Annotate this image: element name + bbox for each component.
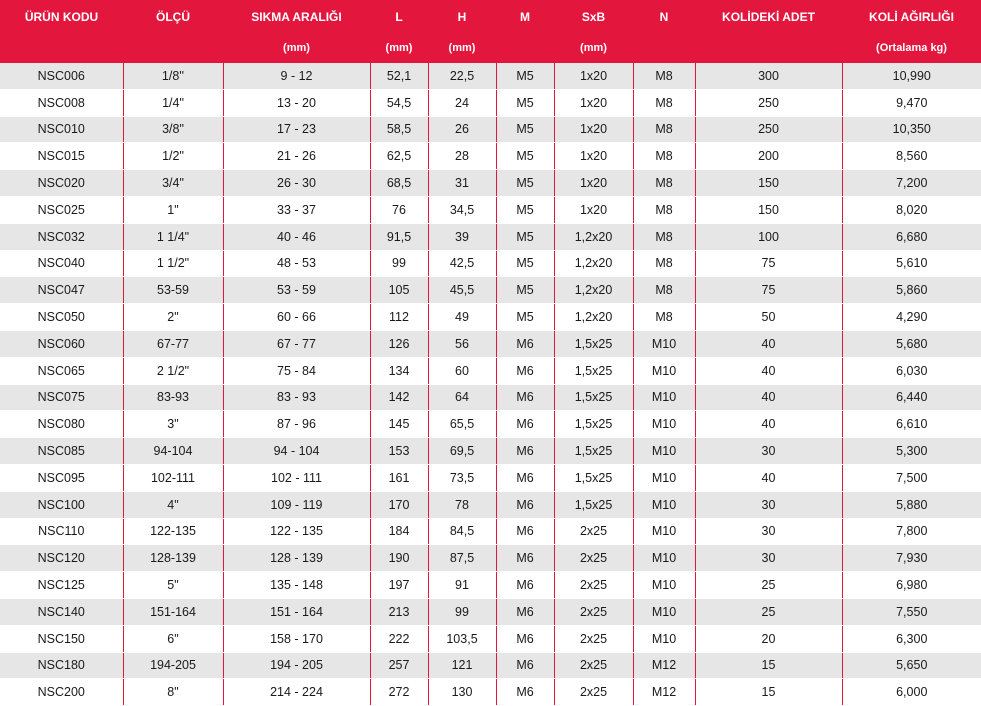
cell-urun-kodu: NSC015 (0, 143, 123, 170)
cell-koli-agirligi: 4,290 (842, 304, 981, 331)
cell-koli-agirligi: 7,500 (842, 464, 981, 491)
cell-sikma-araligi: 21 - 26 (223, 143, 370, 170)
cell-n: M10 (633, 357, 695, 384)
cell-n: M10 (633, 438, 695, 465)
unit-kolideki-adet (695, 33, 842, 63)
cell-h: 49 (428, 304, 496, 331)
cell-sxb: 2x25 (554, 625, 633, 652)
cell-l: 197 (370, 572, 428, 599)
cell-h: 39 (428, 223, 496, 250)
cell-kolideki-adet: 15 (695, 679, 842, 706)
cell-l: 222 (370, 625, 428, 652)
cell-sikma-araligi: 67 - 77 (223, 330, 370, 357)
cell-sikma-araligi: 9 - 12 (223, 63, 370, 89)
cell-koli-agirligi: 7,200 (842, 170, 981, 197)
cell-kolideki-adet: 75 (695, 250, 842, 277)
cell-m: M6 (496, 491, 554, 518)
cell-koli-agirligi: 5,680 (842, 330, 981, 357)
cell-h: 84,5 (428, 518, 496, 545)
cell-l: 145 (370, 411, 428, 438)
cell-sikma-araligi: 109 - 119 (223, 491, 370, 518)
cell-koli-agirligi: 9,470 (842, 89, 981, 116)
cell-olcu: 53-59 (123, 277, 223, 304)
cell-sxb: 1,2x20 (554, 223, 633, 250)
cell-sxb: 1,5x25 (554, 384, 633, 411)
cell-m: M5 (496, 170, 554, 197)
cell-m: M6 (496, 464, 554, 491)
cell-m: M6 (496, 330, 554, 357)
cell-h: 73,5 (428, 464, 496, 491)
cell-urun-kodu: NSC047 (0, 277, 123, 304)
cell-sxb: 1x20 (554, 89, 633, 116)
col-header-m: M (496, 0, 554, 33)
cell-urun-kodu: NSC025 (0, 196, 123, 223)
cell-m: M6 (496, 518, 554, 545)
cell-sikma-araligi: 53 - 59 (223, 277, 370, 304)
cell-l: 112 (370, 304, 428, 331)
cell-koli-agirligi: 6,980 (842, 572, 981, 599)
table-row (0, 518, 981, 545)
unit-l: (mm) (370, 33, 428, 63)
cell-n: M10 (633, 572, 695, 599)
cell-urun-kodu: NSC150 (0, 625, 123, 652)
cell-l: 272 (370, 679, 428, 706)
cell-urun-kodu: NSC125 (0, 572, 123, 599)
cell-kolideki-adet: 40 (695, 357, 842, 384)
cell-kolideki-adet: 300 (695, 63, 842, 89)
cell-h: 28 (428, 143, 496, 170)
header-row (0, 0, 981, 33)
table-row (0, 63, 981, 89)
cell-h: 42,5 (428, 250, 496, 277)
cell-sxb: 2x25 (554, 652, 633, 679)
cell-l: 91,5 (370, 223, 428, 250)
cell-n: M8 (633, 170, 695, 197)
cell-olcu: 4" (123, 491, 223, 518)
cell-kolideki-adet: 40 (695, 411, 842, 438)
table-row (0, 464, 981, 491)
table-row (0, 679, 981, 706)
cell-kolideki-adet: 150 (695, 170, 842, 197)
cell-l: 257 (370, 652, 428, 679)
cell-sxb: 1,5x25 (554, 411, 633, 438)
cell-olcu: 1" (123, 196, 223, 223)
cell-h: 34,5 (428, 196, 496, 223)
cell-n: M10 (633, 384, 695, 411)
cell-sikma-araligi: 26 - 30 (223, 170, 370, 197)
cell-m: M5 (496, 143, 554, 170)
col-header-n: N (633, 0, 695, 33)
cell-sikma-araligi: 17 - 23 (223, 116, 370, 143)
cell-kolideki-adet: 30 (695, 545, 842, 572)
cell-l: 62,5 (370, 143, 428, 170)
cell-l: 52,1 (370, 63, 428, 89)
cell-l: 184 (370, 518, 428, 545)
table-row (0, 196, 981, 223)
cell-sxb: 2x25 (554, 518, 633, 545)
cell-m: M6 (496, 572, 554, 599)
cell-sxb: 1,5x25 (554, 357, 633, 384)
cell-m: M6 (496, 357, 554, 384)
cell-olcu: 1/8'' (123, 63, 223, 89)
table-row (0, 652, 981, 679)
cell-kolideki-adet: 75 (695, 277, 842, 304)
cell-urun-kodu: NSC040 (0, 250, 123, 277)
cell-urun-kodu: NSC085 (0, 438, 123, 465)
cell-kolideki-adet: 30 (695, 518, 842, 545)
cell-n: M8 (633, 304, 695, 331)
cell-l: 170 (370, 491, 428, 518)
table-header (0, 0, 981, 63)
cell-n: M8 (633, 116, 695, 143)
cell-sxb: 2x25 (554, 545, 633, 572)
cell-kolideki-adet: 20 (695, 625, 842, 652)
cell-olcu: 3" (123, 411, 223, 438)
cell-sxb: 1x20 (554, 170, 633, 197)
cell-sikma-araligi: 151 - 164 (223, 598, 370, 625)
unit-h: (mm) (428, 33, 496, 63)
cell-sikma-araligi: 40 - 46 (223, 223, 370, 250)
cell-koli-agirligi: 7,930 (842, 545, 981, 572)
cell-sxb: 2x25 (554, 572, 633, 599)
cell-m: M6 (496, 598, 554, 625)
table-row (0, 89, 981, 116)
cell-kolideki-adet: 30 (695, 491, 842, 518)
cell-m: M6 (496, 384, 554, 411)
cell-h: 31 (428, 170, 496, 197)
table-row (0, 384, 981, 411)
unit-urun-kodu (0, 33, 123, 63)
cell-sxb: 1,5x25 (554, 464, 633, 491)
table-row (0, 598, 981, 625)
cell-n: M8 (633, 223, 695, 250)
cell-m: M5 (496, 196, 554, 223)
cell-l: 142 (370, 384, 428, 411)
col-header-h: H (428, 0, 496, 33)
cell-sikma-araligi: 122 - 135 (223, 518, 370, 545)
cell-h: 103,5 (428, 625, 496, 652)
cell-koli-agirligi: 7,800 (842, 518, 981, 545)
cell-koli-agirligi: 8,560 (842, 143, 981, 170)
cell-koli-agirligi: 6,030 (842, 357, 981, 384)
cell-sxb: 1,2x20 (554, 304, 633, 331)
table-row (0, 304, 981, 331)
unit-olcu (123, 33, 223, 63)
cell-sxb: 1,2x20 (554, 250, 633, 277)
cell-urun-kodu: NSC100 (0, 491, 123, 518)
col-header-kolideki-adet: KOLİDEKİ ADET (695, 0, 842, 33)
cell-sxb: 1x20 (554, 116, 633, 143)
cell-m: M6 (496, 625, 554, 652)
cell-n: M10 (633, 518, 695, 545)
cell-olcu: 94-104 (123, 438, 223, 465)
cell-n: M10 (633, 598, 695, 625)
cell-n: M8 (633, 63, 695, 89)
cell-sikma-araligi: 194 - 205 (223, 652, 370, 679)
cell-kolideki-adet: 100 (695, 223, 842, 250)
cell-urun-kodu: NSC050 (0, 304, 123, 331)
cell-l: 54,5 (370, 89, 428, 116)
cell-olcu: 3/8" (123, 116, 223, 143)
cell-urun-kodu: NSC065 (0, 357, 123, 384)
cell-olcu: 1/2" (123, 143, 223, 170)
cell-olcu: 1 1/4" (123, 223, 223, 250)
cell-urun-kodu: NSC006 (0, 63, 123, 89)
cell-sikma-araligi: 128 - 139 (223, 545, 370, 572)
unit-sxb: (mm) (554, 33, 633, 63)
cell-urun-kodu: NSC008 (0, 89, 123, 116)
unit-n (633, 33, 695, 63)
cell-sikma-araligi: 83 - 93 (223, 384, 370, 411)
table-row (0, 170, 981, 197)
cell-h: 78 (428, 491, 496, 518)
cell-sikma-araligi: 48 - 53 (223, 250, 370, 277)
cell-h: 69,5 (428, 438, 496, 465)
cell-sikma-araligi: 214 - 224 (223, 679, 370, 706)
cell-kolideki-adet: 250 (695, 89, 842, 116)
cell-olcu: 194-205 (123, 652, 223, 679)
cell-olcu: 83-93 (123, 384, 223, 411)
cell-olcu: 3/4" (123, 170, 223, 197)
cell-sxb: 1,2x20 (554, 277, 633, 304)
cell-koli-agirligi: 7,550 (842, 598, 981, 625)
cell-m: M5 (496, 89, 554, 116)
cell-m: M6 (496, 679, 554, 706)
col-header-koli-agirligi: KOLİ AĞIRLIĞI (842, 0, 981, 33)
cell-olcu: 2 1/2" (123, 357, 223, 384)
col-header-sikma-araligi: SIKMA ARALIĞI (223, 0, 370, 33)
cell-n: M10 (633, 625, 695, 652)
cell-urun-kodu: NSC075 (0, 384, 123, 411)
cell-koli-agirligi: 6,610 (842, 411, 981, 438)
cell-sxb: 2x25 (554, 598, 633, 625)
cell-kolideki-adet: 150 (695, 196, 842, 223)
cell-koli-agirligi: 10,350 (842, 116, 981, 143)
cell-m: M5 (496, 223, 554, 250)
cell-n: M12 (633, 652, 695, 679)
cell-sikma-araligi: 94 - 104 (223, 438, 370, 465)
cell-olcu: 102-111 (123, 464, 223, 491)
cell-m: M5 (496, 116, 554, 143)
cell-kolideki-adet: 25 (695, 598, 842, 625)
cell-h: 45,5 (428, 277, 496, 304)
cell-n: M8 (633, 250, 695, 277)
cell-urun-kodu: NSC060 (0, 330, 123, 357)
cell-m: M6 (496, 545, 554, 572)
unit-sikma-araligi: (mm) (223, 33, 370, 63)
cell-koli-agirligi: 5,880 (842, 491, 981, 518)
table-body (0, 63, 981, 706)
table-row (0, 223, 981, 250)
col-header-l: L (370, 0, 428, 33)
cell-urun-kodu: NSC200 (0, 679, 123, 706)
cell-h: 60 (428, 357, 496, 384)
cell-n: M8 (633, 143, 695, 170)
cell-koli-agirligi: 8,020 (842, 196, 981, 223)
cell-kolideki-adet: 40 (695, 330, 842, 357)
cell-h: 56 (428, 330, 496, 357)
cell-n: M10 (633, 411, 695, 438)
cell-n: M8 (633, 196, 695, 223)
cell-h: 99 (428, 598, 496, 625)
cell-olcu: 1 1/2" (123, 250, 223, 277)
col-header-urun-kodu: ÜRÜN KODU (0, 0, 123, 33)
cell-h: 87,5 (428, 545, 496, 572)
cell-h: 130 (428, 679, 496, 706)
cell-l: 99 (370, 250, 428, 277)
cell-m: M6 (496, 652, 554, 679)
cell-l: 76 (370, 196, 428, 223)
cell-urun-kodu: NSC010 (0, 116, 123, 143)
table-row (0, 491, 981, 518)
table-row (0, 545, 981, 572)
cell-n: M10 (633, 464, 695, 491)
cell-l: 105 (370, 277, 428, 304)
cell-koli-agirligi: 5,610 (842, 250, 981, 277)
cell-koli-agirligi: 5,300 (842, 438, 981, 465)
cell-sikma-araligi: 75 - 84 (223, 357, 370, 384)
cell-sxb: 2x25 (554, 679, 633, 706)
cell-urun-kodu: NSC095 (0, 464, 123, 491)
cell-l: 153 (370, 438, 428, 465)
cell-koli-agirligi: 5,860 (842, 277, 981, 304)
table-row (0, 625, 981, 652)
cell-olcu: 151-164 (123, 598, 223, 625)
cell-l: 213 (370, 598, 428, 625)
table-row (0, 250, 981, 277)
cell-olcu: 5" (123, 572, 223, 599)
cell-urun-kodu: NSC140 (0, 598, 123, 625)
cell-sxb: 1x20 (554, 143, 633, 170)
cell-koli-agirligi: 6,000 (842, 679, 981, 706)
table-row (0, 277, 981, 304)
cell-sikma-araligi: 102 - 111 (223, 464, 370, 491)
cell-h: 24 (428, 89, 496, 116)
cell-sikma-araligi: 33 - 37 (223, 196, 370, 223)
cell-h: 91 (428, 572, 496, 599)
cell-m: M5 (496, 304, 554, 331)
unit-m (496, 33, 554, 63)
table-row (0, 572, 981, 599)
table-row (0, 438, 981, 465)
header-units-row (0, 33, 981, 63)
cell-olcu: 1/4" (123, 89, 223, 116)
cell-koli-agirligi: 10,990 (842, 63, 981, 89)
cell-kolideki-adet: 200 (695, 143, 842, 170)
cell-n: M12 (633, 679, 695, 706)
cell-koli-agirligi: 6,440 (842, 384, 981, 411)
table-row (0, 411, 981, 438)
cell-koli-agirligi: 6,680 (842, 223, 981, 250)
cell-n: M10 (633, 491, 695, 518)
cell-koli-agirligi: 5,650 (842, 652, 981, 679)
cell-urun-kodu: NSC032 (0, 223, 123, 250)
cell-sikma-araligi: 60 - 66 (223, 304, 370, 331)
cell-olcu: 128-139 (123, 545, 223, 572)
cell-n: M8 (633, 89, 695, 116)
cell-h: 26 (428, 116, 496, 143)
cell-l: 58,5 (370, 116, 428, 143)
cell-h: 65,5 (428, 411, 496, 438)
cell-m: M5 (496, 277, 554, 304)
cell-kolideki-adet: 250 (695, 116, 842, 143)
unit-koli-agirligi: (Ortalama kg) (842, 33, 981, 63)
cell-n: M10 (633, 545, 695, 572)
cell-l: 134 (370, 357, 428, 384)
cell-sxb: 1,5x25 (554, 491, 633, 518)
cell-sikma-araligi: 158 - 170 (223, 625, 370, 652)
cell-kolideki-adet: 25 (695, 572, 842, 599)
cell-m: M5 (496, 63, 554, 89)
col-header-sxb: SxB (554, 0, 633, 33)
cell-koli-agirligi: 6,300 (842, 625, 981, 652)
cell-olcu: 67-77 (123, 330, 223, 357)
cell-h: 121 (428, 652, 496, 679)
cell-urun-kodu: NSC110 (0, 518, 123, 545)
cell-kolideki-adet: 40 (695, 464, 842, 491)
cell-olcu: 2" (123, 304, 223, 331)
cell-olcu: 6" (123, 625, 223, 652)
cell-olcu: 8" (123, 679, 223, 706)
cell-m: M5 (496, 250, 554, 277)
table-row (0, 143, 981, 170)
cell-urun-kodu: NSC080 (0, 411, 123, 438)
cell-sxb: 1x20 (554, 196, 633, 223)
cell-l: 68,5 (370, 170, 428, 197)
cell-kolideki-adet: 50 (695, 304, 842, 331)
cell-m: M6 (496, 411, 554, 438)
cell-n: M10 (633, 330, 695, 357)
cell-m: M6 (496, 438, 554, 465)
cell-sikma-araligi: 13 - 20 (223, 89, 370, 116)
cell-n: M8 (633, 277, 695, 304)
cell-urun-kodu: NSC120 (0, 545, 123, 572)
cell-sxb: 1,5x25 (554, 330, 633, 357)
cell-sxb: 1,5x25 (554, 438, 633, 465)
cell-sxb: 1x20 (554, 63, 633, 89)
cell-kolideki-adet: 30 (695, 438, 842, 465)
cell-h: 64 (428, 384, 496, 411)
table-row (0, 330, 981, 357)
cell-urun-kodu: NSC180 (0, 652, 123, 679)
table-row (0, 357, 981, 384)
cell-l: 190 (370, 545, 428, 572)
cell-urun-kodu: NSC020 (0, 170, 123, 197)
table-row (0, 116, 981, 143)
cell-sikma-araligi: 87 - 96 (223, 411, 370, 438)
cell-l: 126 (370, 330, 428, 357)
cell-h: 22,5 (428, 63, 496, 89)
cell-olcu: 122-135 (123, 518, 223, 545)
cell-kolideki-adet: 40 (695, 384, 842, 411)
cell-l: 161 (370, 464, 428, 491)
col-header-olcu: ÖLÇÜ (123, 0, 223, 33)
cell-kolideki-adet: 15 (695, 652, 842, 679)
cell-sikma-araligi: 135 - 148 (223, 572, 370, 599)
